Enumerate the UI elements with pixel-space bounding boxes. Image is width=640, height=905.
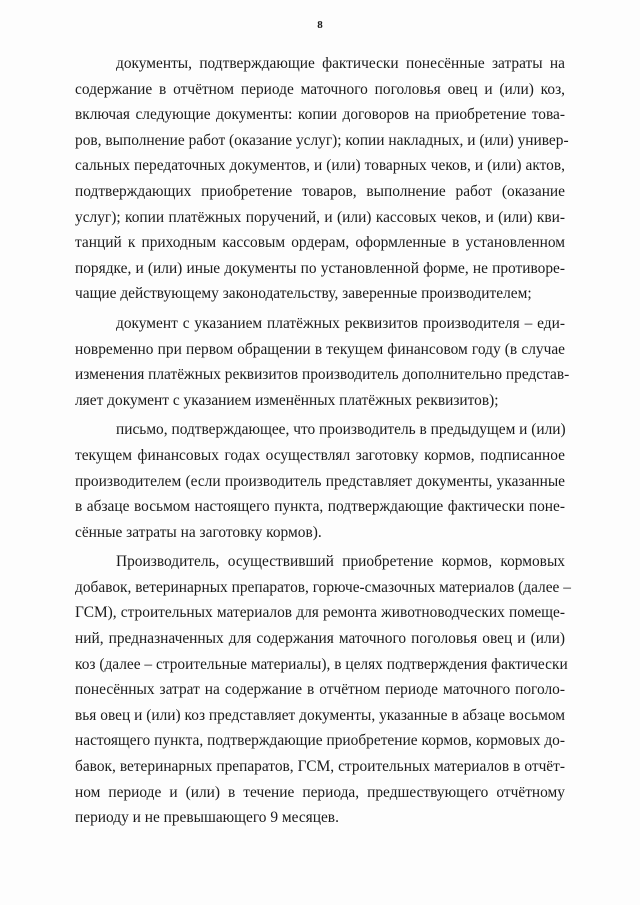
text-line: понесённых затрат на содержание в отчётном периоде маточного поголо-: [75, 681, 565, 699]
text-line: подтверждающих приобретение товаров, выполнение работ (оказание: [75, 182, 565, 200]
text-line: ГСМ), строительных материалов для ремонта животноводческих помеще-: [75, 604, 565, 622]
text-line: коз (далее – строительные материалы), в целях подтверждения фактически: [75, 655, 568, 673]
paragraph: [75, 311, 570, 413]
text-line: ний, предназначенных для содержания маточного поголовья овец и (или): [75, 630, 565, 648]
text-line: танций к приходным кассовым ордерам, оформленные в установленном: [75, 234, 565, 252]
text-line: ров, выполнение работ (оказание услуг); копии накладных, и (или) универ-: [75, 131, 569, 149]
text-line: изменения платёжных реквизитов производитель дополнительно представ-: [75, 366, 570, 384]
text-line: содержание в отчётном периоде маточного поголовья овец и (или) коз,: [75, 80, 565, 98]
text-line: бавок, ветеринарных препаратов, ГСМ, строительных материалов в отчёт-: [75, 758, 565, 776]
text-line: сальных передаточных документов, и (или) товарных чеков, и (или) актов,: [75, 157, 565, 175]
body-text: [75, 51, 571, 831]
text-line: письмо, подтверждающее, что производитель в предыдущем и (или): [116, 421, 566, 439]
paragraph: [75, 417, 565, 545]
text-line: порядке, и (или) иные документы по установленной форме, не противоре-: [75, 259, 565, 277]
paragraph: [75, 549, 571, 831]
text-line: ном периоде и (или) в течение периода, предшествующего отчётному: [75, 783, 565, 801]
text-line: текущем финансовых годах осуществлял заготовку кормов, подписанное: [75, 446, 565, 464]
text-line: в абзаце восьмом настоящего пункта, подтверждающие фактически поне-: [75, 498, 565, 516]
text-line: производителем (если производитель представляет документы, указанные: [75, 472, 565, 490]
text-line: включая следующие документы: копии договоров на приобретение това-: [75, 106, 565, 124]
page-number: 8: [317, 19, 323, 31]
text-line: Производитель, осуществивший приобретение кормов, кормовых: [116, 553, 565, 571]
text-line: сённые затраты на заготовку кормов).: [75, 523, 322, 541]
text-line: вья овец и (или) коз представляет документы, указанные в абзаце восьмом: [75, 706, 565, 724]
text-line: документы, подтверждающие фактически понесённые затраты на: [116, 55, 565, 72]
text-line: добавок, ветеринарных препаратов, горюче-смазочных материалов (далее –: [75, 578, 571, 596]
text-line: новременно при первом обращении в текущем финансовом году (в случае: [75, 340, 565, 358]
text-line: ляет документ с указанием изменённых платёжных реквизитов);: [75, 391, 499, 409]
text-line: документ с указанием платёжных реквизитов производителя – еди-: [116, 314, 565, 332]
text-line: услуг); копии платёжных поручений, и (или) кассовых чеков, и (или) кви-: [75, 208, 565, 226]
paragraph: [75, 51, 569, 307]
text-line: периоду и не превышающего 9 месяцев.: [75, 809, 339, 827]
text-line: настоящего пункта, подтверждающие приобретение кормов, кормовых до-: [75, 732, 565, 750]
text-line: чащие действующему законодательству, заверенные производителем;: [75, 285, 532, 303]
